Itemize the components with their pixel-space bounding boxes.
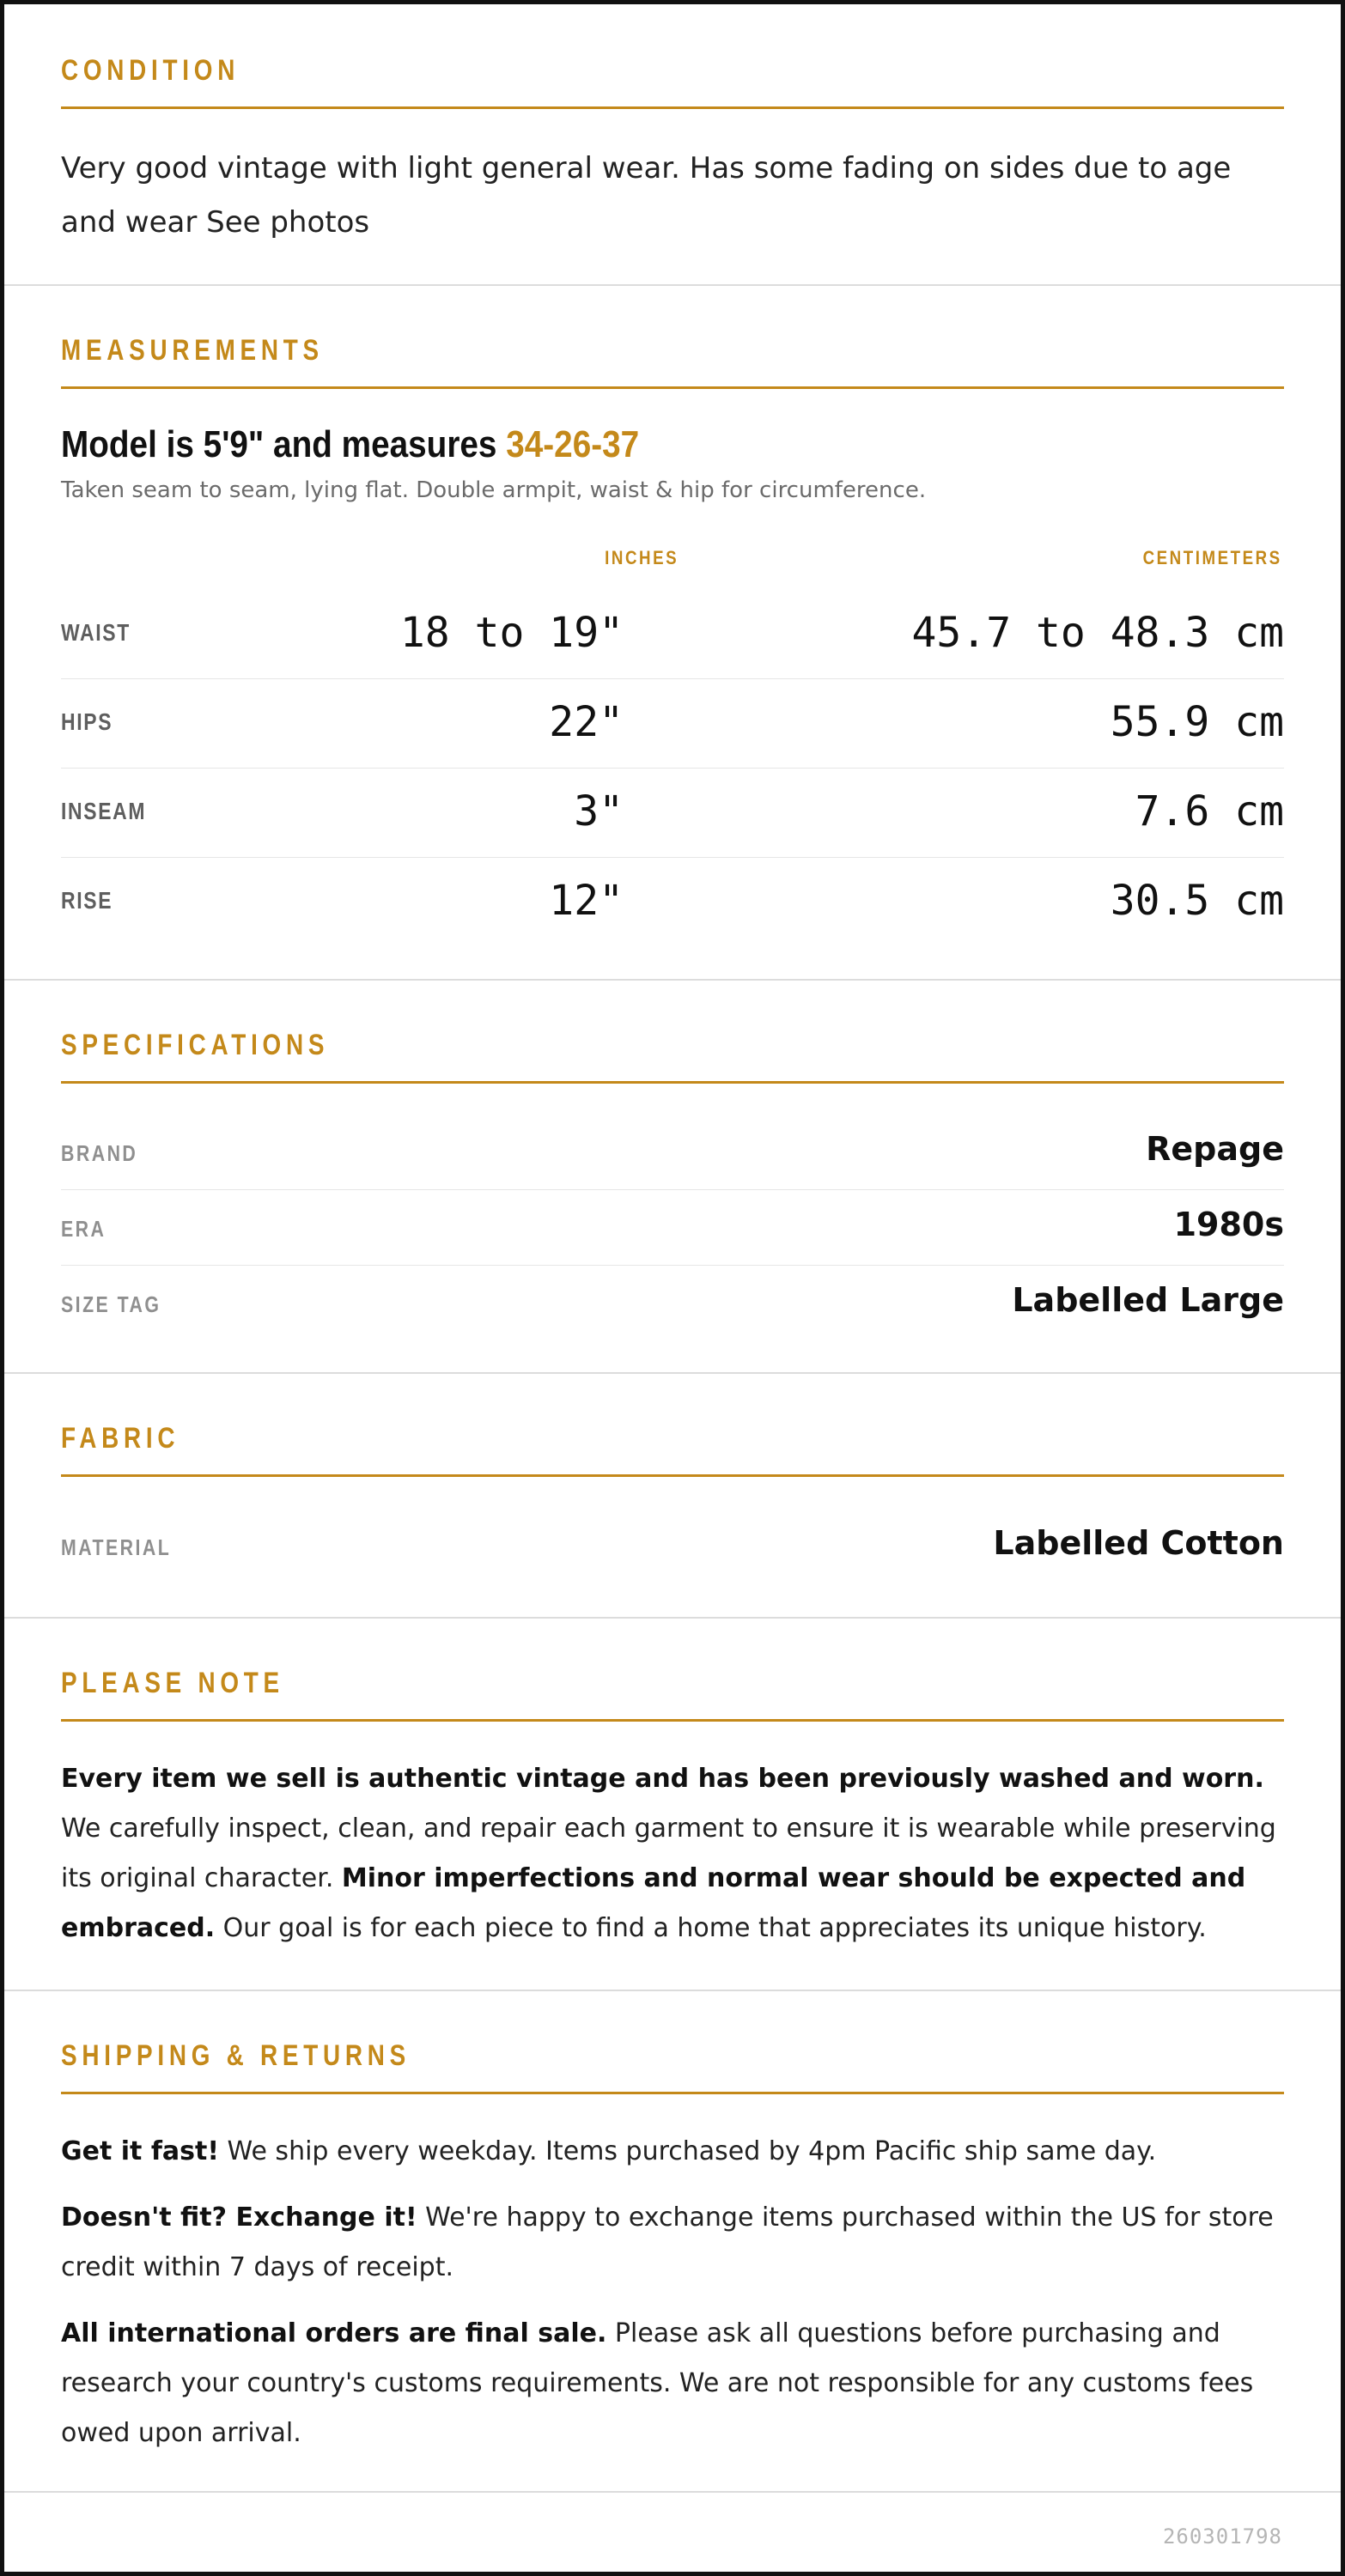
- please-note-text-2: Our goal is for each piece to find a home that appreciates its unique history.: [215, 1913, 1207, 1943]
- product-id: 260301798: [1162, 2524, 1282, 2549]
- section-divider: [4, 284, 1341, 286]
- condition-rule: [61, 106, 1284, 109]
- specifications-rule: [61, 1081, 1284, 1084]
- measurement-centimeters: 55.9 cm: [1110, 698, 1284, 746]
- please-note-text: [61, 1754, 1287, 1953]
- measurement-row-waist: [61, 590, 1284, 679]
- shipping-paragraph-2: [61, 2193, 1289, 2293]
- model-measures-value: 34-26-37: [506, 423, 640, 465]
- spec-row-brand: [61, 1115, 1284, 1190]
- spec-label: ERA: [61, 1216, 107, 1242]
- shipping-paragraph-1: [61, 2127, 1289, 2177]
- measurement-label: INSEAM: [61, 798, 147, 824]
- spec-label: SIZE TAG: [61, 1291, 161, 1317]
- measurement-label: RISE: [61, 887, 113, 914]
- measurement-centimeters: 7.6 cm: [1135, 787, 1284, 835]
- measurement-inches: 22": [549, 698, 624, 746]
- shipping-bold-1: Get it fast!: [61, 2136, 219, 2166]
- fabric-row-material: [61, 1509, 1284, 1584]
- spec-row-size-tag: [61, 1266, 1284, 1341]
- model-measurements: [61, 423, 639, 466]
- please-note-bold-1: Every item we sell is authentic vintage and has been previously washed and worn.: [61, 1764, 1264, 1794]
- section-divider: [4, 2491, 1341, 2493]
- shipping-paragraph-3: [61, 2309, 1289, 2458]
- section-divider: [4, 979, 1341, 981]
- condition-heading: CONDITION: [61, 54, 240, 87]
- please-note-bold-2: Minor imperfections and normal wear should be expected and embraced.: [61, 1863, 1246, 1943]
- condition-text: Very good vintage with light general wear. Has some fading on sides due to age and wear See photos: [61, 151, 1232, 240]
- specifications-heading: SPECIFICATIONS: [61, 1029, 330, 1061]
- measurements-heading: MEASUREMENTS: [61, 334, 324, 367]
- measurement-row-inseam: [61, 769, 1284, 858]
- model-prefix: Model is 5'9" and measures: [61, 423, 507, 465]
- please-note-rule: [61, 1719, 1284, 1722]
- spec-value: Labelled Large: [1012, 1281, 1284, 1319]
- column-header-centimeters: CENTIMETERS: [1142, 547, 1282, 568]
- spec-value: Repage: [1146, 1130, 1284, 1168]
- fabric-rule: [61, 1474, 1284, 1477]
- spec-value: 1980s: [1173, 1206, 1284, 1243]
- shipping-bold-3: All international orders are final sale.: [61, 2318, 607, 2348]
- column-header-inches: INCHES: [605, 547, 679, 568]
- shipping-rule: [61, 2092, 1284, 2094]
- fabric-value: Labelled Cotton: [993, 1524, 1284, 1562]
- shipping-text-3: Please ask all questions before purchasing and research your country's customs requirements. We are not responsible for any customs fees owed upon arrival.: [61, 2318, 1254, 2448]
- measurement-inches: 12": [549, 877, 624, 925]
- measurement-centimeters: 45.7 to 48.3 cm: [911, 609, 1284, 657]
- shipping-heading: SHIPPING & RETURNS: [61, 2039, 411, 2072]
- fabric-label: MATERIAL: [61, 1534, 172, 1560]
- measurement-row-hips: [61, 679, 1284, 769]
- measurement-label: WAIST: [61, 619, 131, 646]
- measurement-inches: 3": [574, 787, 624, 835]
- measurement-inches: 18 to 19": [399, 609, 624, 657]
- please-note-heading: PLEASE NOTE: [61, 1667, 284, 1699]
- section-divider: [4, 1372, 1341, 1374]
- shipping-text-1: We ship every weekday. Items purchased by 4pm Pacific ship same day.: [219, 2136, 1157, 2166]
- fabric-heading: FABRIC: [61, 1422, 180, 1455]
- section-divider: [4, 1990, 1341, 1991]
- spec-row-era: [61, 1190, 1284, 1266]
- please-note-text-1: We carefully inspect, clean, and repair each garment to ensure it is wearable while preserving its original character.: [61, 1814, 1276, 1893]
- measurements-rule: [61, 386, 1284, 389]
- shipping-text-2: We're happy to exchange items purchased within the US for store credit within 7 days of receipt.: [61, 2202, 1274, 2282]
- section-divider: [4, 1617, 1341, 1619]
- shipping-bold-2: Doesn't fit? Exchange it!: [61, 2202, 417, 2233]
- measurement-row-rise: [61, 858, 1284, 947]
- spec-label: BRAND: [61, 1140, 138, 1166]
- measurement-label: HIPS: [61, 708, 113, 735]
- measurement-centimeters: 30.5 cm: [1110, 877, 1284, 925]
- measurement-note: Taken seam to seam, lying flat. Double armpit, waist & hip for circumference.: [61, 477, 927, 503]
